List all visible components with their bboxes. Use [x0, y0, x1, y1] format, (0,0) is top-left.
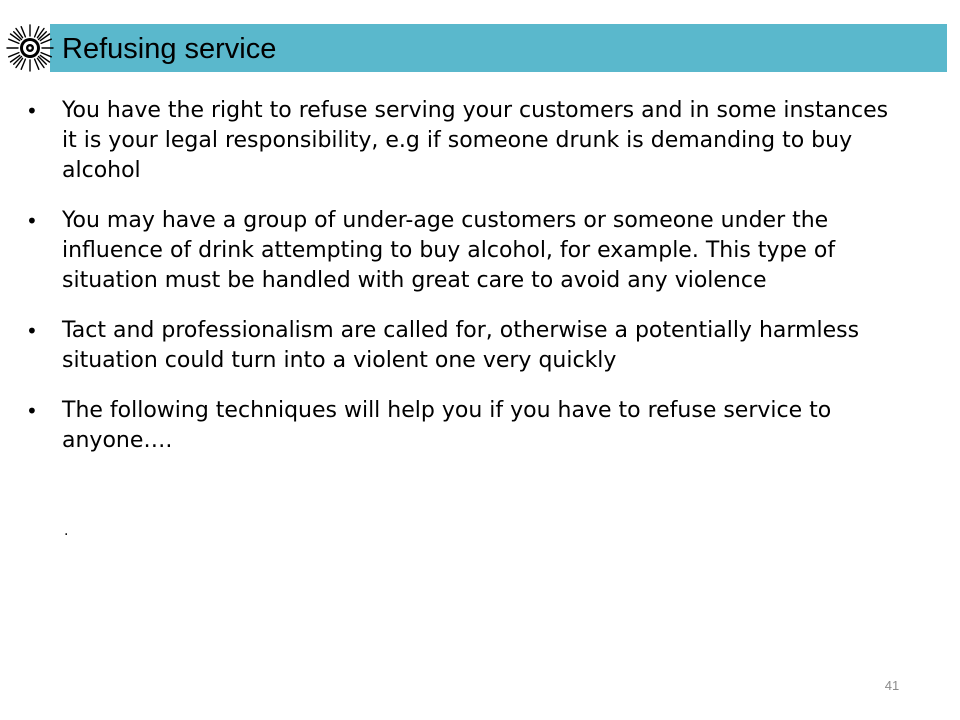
bullet-list	[22, 96, 902, 476]
bullet-glyph: •	[26, 399, 38, 423]
bullet-glyph: •	[26, 99, 38, 123]
bullet-item	[22, 206, 902, 296]
sunburst-logo-icon	[4, 22, 56, 74]
bullet-text: Tact and professionalism are called for, otherwise a potentially harmless situation could turn into a violent one very quickly	[62, 318, 860, 373]
bullet-text: The following techniques will help you if you have to refuse service to anyone….	[62, 398, 832, 453]
bullet-item	[22, 96, 902, 186]
bullet-glyph: •	[26, 209, 38, 233]
bullet-item	[22, 396, 902, 456]
bullet-text: You have the right to refuse serving your customers and in some instances it is your legal responsibility, e.g if someone drunk is demanding to buy alcohol	[62, 98, 889, 183]
slide-title: Refusing service	[62, 33, 277, 65]
page-number: 41	[884, 678, 900, 693]
bullet-text: You may have a group of under-age customers or someone under the influence of drink attempting to buy alcohol, for example. This type of situation must be handled with great care to avoid any violence	[62, 208, 836, 293]
trailing-text: .	[64, 523, 69, 539]
bullet-item	[22, 316, 902, 376]
bullet-glyph: •	[26, 319, 38, 343]
